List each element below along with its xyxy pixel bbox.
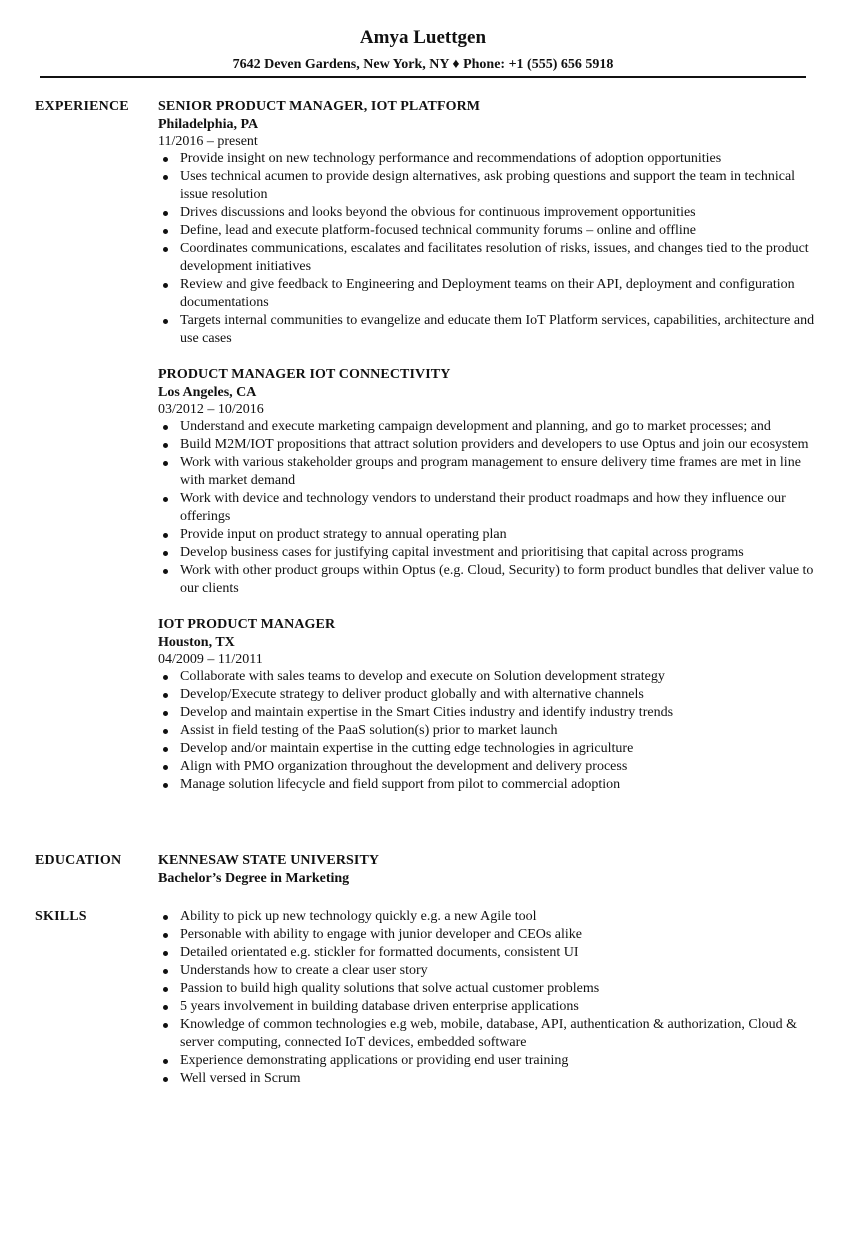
skills-label: SKILLS bbox=[35, 909, 87, 924]
bullet-item: Assist in field testing of the PaaS solution(s) prior to market launch bbox=[158, 722, 818, 740]
job-title: SENIOR PRODUCT MANAGER, IOT PLATFORM bbox=[158, 99, 481, 114]
skill-item: Passion to build high quality solutions that solve actual customer problems bbox=[158, 980, 818, 998]
bullet-icon bbox=[163, 533, 168, 538]
bullet-item: Define, lead and execute platform-focused technical community forums – online and offline bbox=[158, 222, 818, 240]
bullet-icon bbox=[163, 425, 168, 430]
bullet-item: Understand and execute marketing campaign development and planning, and go to market processes; and bbox=[158, 418, 818, 436]
job-bullets bbox=[158, 418, 818, 598]
bullet-icon bbox=[163, 497, 168, 502]
contact-line: 7642 Deven Gardens, New York, NY ♦ Phone: +1 (555) 656 5918 bbox=[232, 57, 614, 72]
bullet-item: Work with various stakeholder groups and program management to ensure delivery time frames are met in line with market demand bbox=[158, 454, 818, 490]
skill-item: Knowledge of common technologies e.g web, mobile, database, API, authentication & authorization, Cloud & server computing, connected IoT devices, embedded software bbox=[158, 1016, 818, 1052]
bullet-item: Review and give feedback to Engineering and Deployment teams on their API, deployment and configuration documentations bbox=[158, 276, 818, 312]
bullet-item: Work with other product groups within Optus (e.g. Cloud, Security) to form product bundles that deliver value to our clients bbox=[158, 562, 818, 598]
bullet-icon bbox=[163, 319, 168, 324]
bullet-item: Uses technical acumen to provide design alternatives, ask probing questions and support the team in technical issue resolution bbox=[158, 168, 818, 204]
skill-item: Ability to pick up new technology quickly e.g. a new Agile tool bbox=[158, 908, 818, 926]
bullet-item: Collaborate with sales teams to develop and execute on Solution development strategy bbox=[158, 668, 818, 686]
skill-item: Detailed orientated e.g. stickler for formatted documents, consistent UI bbox=[158, 944, 818, 962]
bullet-icon bbox=[163, 1023, 168, 1028]
bullet-icon bbox=[163, 933, 168, 938]
job-entry bbox=[158, 98, 818, 348]
bullet-icon bbox=[163, 569, 168, 574]
bullet-icon bbox=[163, 283, 168, 288]
bullet-icon bbox=[163, 711, 168, 716]
bullet-item: Develop and/or maintain expertise in the cutting edge technologies in agriculture bbox=[158, 740, 818, 758]
bullet-item: Provide insight on new technology performance and recommendations of adoption opportunities bbox=[158, 150, 818, 168]
school-name: KENNESAW STATE UNIVERSITY bbox=[158, 853, 380, 868]
job-title: IOT PRODUCT MANAGER bbox=[158, 617, 336, 632]
bullet-icon bbox=[163, 747, 168, 752]
skill-item: Personable with ability to engage with junior developer and CEOs alike bbox=[158, 926, 818, 944]
bullet-item: Provide input on product strategy to annual operating plan bbox=[158, 526, 818, 544]
header-divider bbox=[40, 76, 806, 78]
bullet-item: Coordinates communications, escalates and facilitates resolution of risks, issues, and changes tied to the product development initiatives bbox=[158, 240, 818, 276]
bullet-icon bbox=[163, 765, 168, 770]
bullet-icon bbox=[163, 693, 168, 698]
bullet-icon bbox=[163, 229, 168, 234]
bullet-item: Drives discussions and looks beyond the obvious for continuous improvement opportunities bbox=[158, 204, 818, 222]
job-location: Los Angeles, CA bbox=[158, 385, 257, 400]
bullet-icon bbox=[163, 783, 168, 788]
resume-header bbox=[40, 26, 806, 74]
bullet-icon bbox=[163, 211, 168, 216]
bullet-item: Manage solution lifecycle and field support from pilot to commercial adoption bbox=[158, 776, 818, 794]
education-label: EDUCATION bbox=[35, 853, 122, 868]
job-bullets bbox=[158, 150, 818, 348]
skills-body bbox=[158, 908, 818, 1088]
job-entry bbox=[158, 366, 818, 598]
job-entry bbox=[158, 616, 818, 794]
bullet-icon bbox=[163, 729, 168, 734]
job-dates: 04/2009 – 11/2011 bbox=[158, 652, 263, 667]
bullet-icon bbox=[163, 157, 168, 162]
bullet-item: Develop and maintain expertise in the Smart Cities industry and identify industry trends bbox=[158, 704, 818, 722]
skill-item: Well versed in Scrum bbox=[158, 1070, 818, 1088]
bullet-item: Targets internal communities to evangelize and educate them IoT Platform services, capabilities, architecture and use cases bbox=[158, 312, 818, 348]
bullet-icon bbox=[163, 915, 168, 920]
bullet-icon bbox=[163, 1005, 168, 1010]
bullet-icon bbox=[163, 1059, 168, 1064]
bullet-icon bbox=[163, 551, 168, 556]
job-title: PRODUCT MANAGER IOT CONNECTIVITY bbox=[158, 367, 451, 382]
job-location: Philadelphia, PA bbox=[158, 117, 259, 132]
bullet-icon bbox=[163, 675, 168, 680]
skill-item: 5 years involvement in building database driven enterprise applications bbox=[158, 998, 818, 1016]
bullet-item: Align with PMO organization throughout the development and delivery process bbox=[158, 758, 818, 776]
candidate-name: Amya Luettgen bbox=[359, 27, 487, 48]
bullet-item: Work with device and technology vendors to understand their product roadmaps and how they influence our offerings bbox=[158, 490, 818, 526]
bullet-item: Develop/Execute strategy to deliver product globally and with alternative channels bbox=[158, 686, 818, 704]
bullet-icon bbox=[163, 969, 168, 974]
education-body bbox=[158, 852, 818, 888]
skill-item: Understands how to create a clear user story bbox=[158, 962, 818, 980]
job-location: Houston, TX bbox=[158, 635, 235, 650]
job-bullets bbox=[158, 668, 818, 794]
bullet-icon bbox=[163, 987, 168, 992]
experience-label: EXPERIENCE bbox=[35, 99, 129, 114]
bullet-icon bbox=[163, 247, 168, 252]
skill-item: Experience demonstrating applications or providing end user training bbox=[158, 1052, 818, 1070]
bullet-icon bbox=[163, 1077, 168, 1082]
job-dates: 03/2012 – 10/2016 bbox=[158, 402, 264, 417]
bullet-item: Build M2M/IOT propositions that attract solution providers and developers to use Optus and join our ecosystem bbox=[158, 436, 818, 454]
bullet-icon bbox=[163, 461, 168, 466]
bullet-icon bbox=[163, 175, 168, 180]
bullet-icon bbox=[163, 443, 168, 448]
experience-body bbox=[158, 98, 818, 812]
bullet-icon bbox=[163, 951, 168, 956]
job-dates: 11/2016 – present bbox=[158, 134, 258, 149]
bullet-item: Develop business cases for justifying capital investment and prioritising that capital across programs bbox=[158, 544, 818, 562]
skills-list bbox=[158, 908, 818, 1088]
degree-name: Bachelor’s Degree in Marketing bbox=[158, 871, 350, 886]
